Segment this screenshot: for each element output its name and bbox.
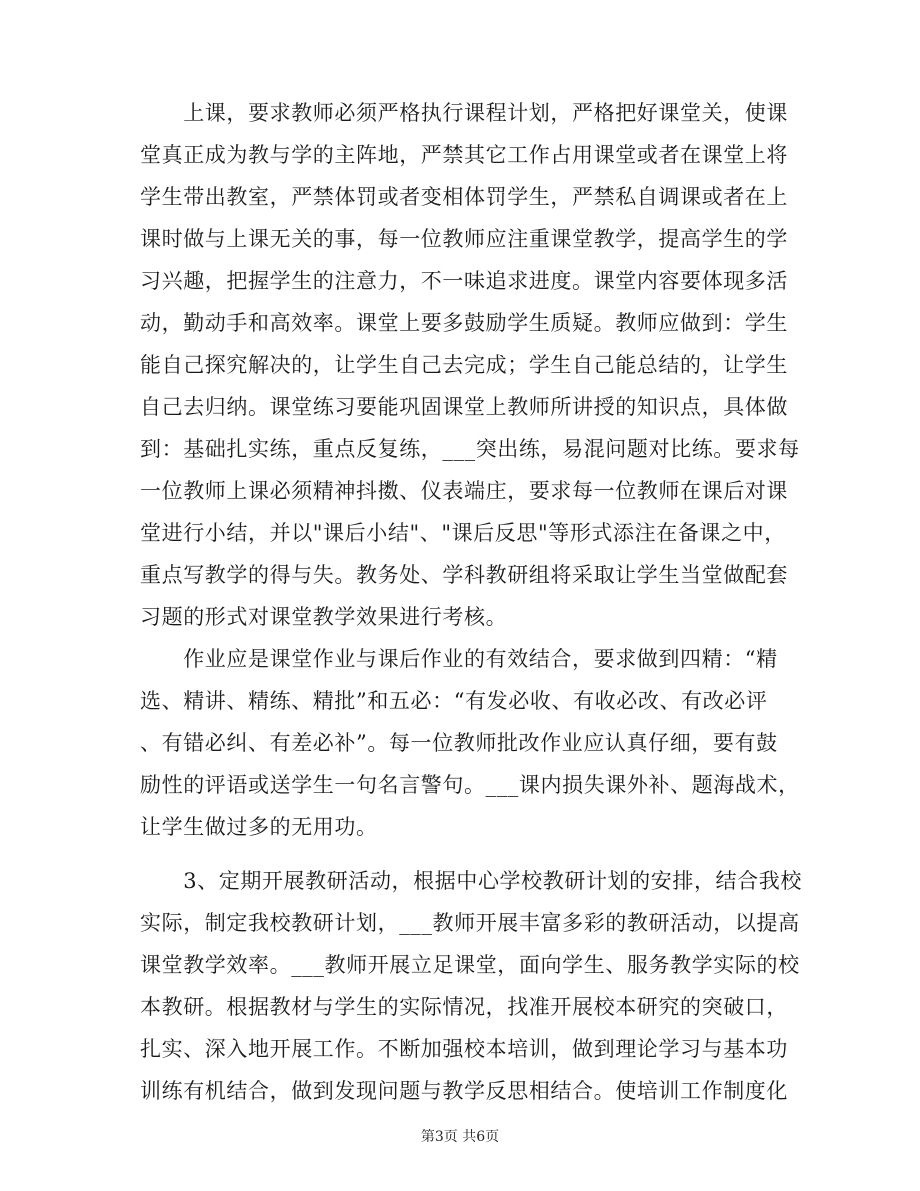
text-line: 重点写教学的得与失。教务处、学科教研组将采取让学生当堂做配套: [140, 563, 788, 587]
text-line: 能自己探究解决的，让学生自己去完成；学生自己能总结的，让学生: [140, 353, 788, 377]
paragraph-3: [140, 860, 802, 1112]
paragraph-2: [140, 638, 800, 848]
text-line: 实际，制定我校教研计划，___教师开展丰富多彩的教研活动，以提高: [140, 911, 800, 935]
text-line: 堂进行小结，并以"课后小结"、"课后反思"等形式添注在备课之中，: [140, 521, 786, 545]
text-line: 自己去归纳。课堂练习要能巩固课堂上教师所讲授的知识点，具体做: [140, 395, 788, 419]
text-line: 、有错必纠、有差必补”。每一位教师批改作业应认真仔细，要有鼓: [140, 731, 778, 755]
text-line: 扎实、深入地开展工作。不断加强校本培训，做到理论学习与基本功: [140, 1037, 788, 1061]
text-line: 堂真正成为教与学的主阵地，严禁其它工作占用课堂或者在课堂上将: [140, 143, 788, 167]
text-line: 学生带出教室，严禁体罚或者变相体罚学生，严禁私自调课或者在上: [140, 185, 788, 209]
paragraph-spacer: [140, 848, 776, 860]
document-body: [140, 92, 802, 1112]
text-line: 动，勤动手和高效率。课堂上要多鼓励学生质疑。教师应做到：学生: [140, 311, 788, 335]
text-line: 到：基础扎实练，重点反复练，___突出练，易混问题对比练。要求每: [140, 437, 800, 461]
text-line: 3、定期开展教研活动，根据中心学校教研计划的安排，结合我校: [140, 869, 802, 893]
text-line: 本教研。根据教材与学生的实际情况，找准开展校本研究的突破口，: [140, 995, 788, 1019]
text-line: 习题的形式对课堂教学效果进行考核。: [140, 605, 508, 629]
text-line: 励性的评语或送学生一句名言警句。___课内损失课外补、题海战术，: [140, 773, 800, 797]
text-line: 让学生做过多的无用功。: [140, 815, 378, 839]
text-line: 课时做与上课无关的事，每一位教师应注重课堂教学，提高学生的学: [140, 227, 788, 251]
text-line: 训练有机结合，做到发现问题与教学反思相结合。使培训工作制度化: [140, 1079, 788, 1103]
text-line: 课堂教学效率。___教师开展立足课堂，面向学生、服务教学实际的校: [140, 953, 800, 977]
paragraph-1: [140, 92, 800, 638]
page-number-footer: 第3页 共6页: [420, 1129, 500, 1145]
text-line: 作业应是课堂作业与课后作业的有效结合，要求做到四精：“精: [140, 647, 778, 671]
text-line: 一位教师上课必须精神抖擞、仪表端庄，要求每一位教师在课后对课: [140, 479, 788, 503]
text-line: 上课，要求教师必须严格执行课程计划，严格把好课堂关，使课: [140, 101, 788, 125]
text-line: 选、精讲、精练、精批”和五必：“有发必收、有收必改、有改必评: [140, 689, 768, 713]
text-line: 习兴趣，把握学生的注意力，不一味追求进度。课堂内容要体现多活: [140, 269, 788, 293]
